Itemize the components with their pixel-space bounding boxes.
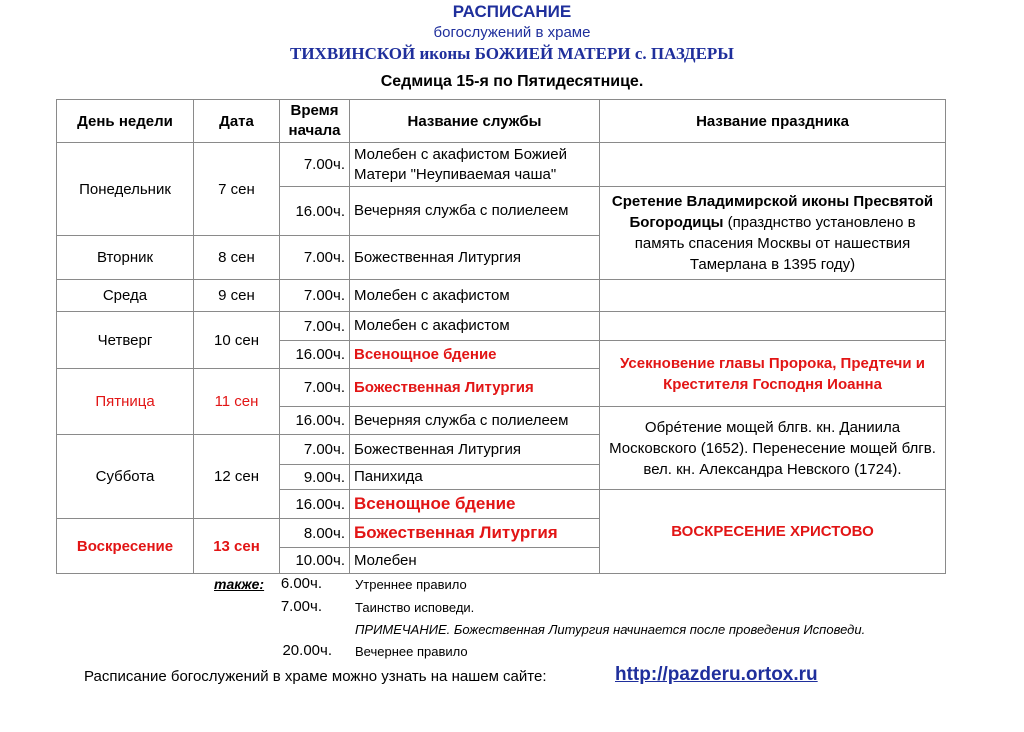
time-cell: 7.00ч.: [280, 435, 350, 465]
day-cell: Суббота: [57, 435, 194, 519]
also-time: 6.00ч.: [280, 575, 322, 592]
time-cell: 10.00ч.: [280, 548, 350, 574]
time-cell: 9.00ч.: [280, 465, 350, 490]
service-cell: Молебен с акафистом: [350, 312, 600, 341]
time-cell: 16.00ч.: [280, 187, 350, 236]
feast-cell-empty: [600, 312, 946, 341]
header-service: Название службы: [350, 100, 600, 143]
header-time: Время начала: [280, 100, 350, 143]
header-day: День недели: [57, 100, 194, 143]
also-desc: Утреннее правило: [355, 577, 467, 592]
also-desc: Вечернее правило: [355, 644, 468, 659]
time-cell: 16.00ч.: [280, 407, 350, 435]
service-cell: Божественная Литургия: [350, 236, 600, 280]
service-cell: Божественная Литургия: [350, 369, 600, 407]
feast-cell: [600, 187, 946, 280]
time-cell: 7.00ч.: [280, 236, 350, 280]
feast-cell: Усекновение главы Пророка, Предтечи и Крестителя Господня Иоанна: [600, 341, 946, 407]
table-header-row: [57, 100, 946, 143]
date-cell: 9 сен: [194, 280, 280, 312]
also-desc: Таинство исповеди.: [355, 600, 475, 615]
header-feast: Название праздника: [600, 100, 946, 143]
feast-cell-empty: [600, 280, 946, 312]
also-time: 7.00ч.: [280, 598, 322, 615]
date-cell: 13 сен: [194, 519, 280, 574]
date-cell: 10 сен: [194, 312, 280, 369]
service-cell: Всенощное бдение: [350, 341, 600, 369]
also-label: также:: [214, 576, 265, 592]
table-row: [57, 143, 946, 187]
service-cell: Вечерняя служба с полиелеем: [350, 187, 600, 236]
feast-cell-empty: [600, 143, 946, 187]
confession-note: ПРИМЕЧАНИЕ. Божественная Литургия начинается после проведения Исповеди.: [355, 622, 866, 637]
service-cell: Всенощное бдение: [350, 490, 600, 519]
time-cell: 16.00ч.: [280, 490, 350, 519]
day-cell: Вторник: [57, 236, 194, 280]
date-cell: 7 сен: [194, 143, 280, 236]
week-title: Седмица 15-я по Пятидесятнице.: [380, 73, 644, 90]
schedule-title: РАСПИСАНИЕ: [452, 2, 572, 21]
time-cell: 7.00ч.: [280, 143, 350, 187]
service-cell: Молебен с акафистом: [350, 280, 600, 312]
table-row: [57, 312, 946, 341]
service-cell: Божественная Литургия: [350, 435, 600, 465]
time-cell: 16.00ч.: [280, 341, 350, 369]
service-cell: Панихида: [350, 465, 600, 490]
day-cell: Понедельник: [57, 143, 194, 236]
table-row: [57, 280, 946, 312]
service-cell: Божественная Литургия: [350, 519, 600, 548]
date-cell: 12 сен: [194, 435, 280, 519]
header-date: Дата: [194, 100, 280, 143]
service-cell: Молебен с акафистом Божией Матери "Неупиваемая чаша": [350, 143, 600, 187]
website-link[interactable]: http://pazderu.ortox.ru: [615, 664, 818, 685]
schedule-table: [56, 99, 946, 574]
day-cell: Пятница: [57, 369, 194, 435]
church-name: ТИХВИНСКОЙ иконы БОЖИЕЙ МАТЕРИ с. ПАЗДЕРЫ: [290, 44, 734, 63]
time-cell: 7.00ч.: [280, 369, 350, 407]
footer-text: Расписание богослужений в храме можно узнать на нашем сайте:: [84, 668, 547, 685]
also-time: 20.00ч.: [282, 642, 332, 659]
feast-vladimir-title: Сретение Владимирской иконы Пресвятой Богородицы: [611, 193, 934, 231]
date-cell: 11 сен: [194, 369, 280, 435]
day-cell: Воскресение: [57, 519, 194, 574]
time-cell: 8.00ч.: [280, 519, 350, 548]
date-cell: 8 сен: [194, 236, 280, 280]
day-cell: Четверг: [57, 312, 194, 369]
feast-cell: ВОСКРЕСЕНИЕ ХРИСТОВО: [600, 490, 946, 574]
time-cell: 7.00ч.: [280, 280, 350, 312]
feast-cell: Обрéтение мощей блгв. кн. Даниила Московского (1652). Перенесение мощей блгв. вел. кн. Александра Невского (1724).: [600, 407, 946, 490]
time-cell: 7.00ч.: [280, 312, 350, 341]
service-cell: Вечерняя служба с полиелеем: [350, 407, 600, 435]
feast-vladimir-note: (празднство установлено в память спасения Москвы от нашествия Тамерлана в 1395 году): [634, 214, 916, 273]
schedule-subtitle: богослужений в храме: [433, 24, 591, 41]
day-cell: Среда: [57, 280, 194, 312]
service-cell: Молебен: [350, 548, 600, 574]
